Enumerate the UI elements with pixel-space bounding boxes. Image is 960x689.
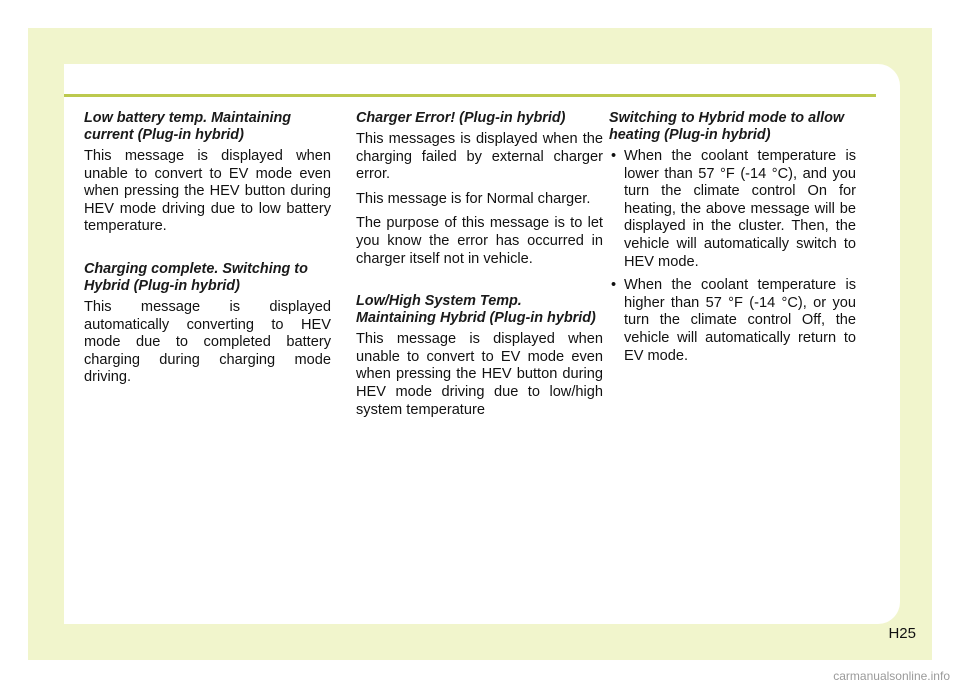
section-paragraph: This message is for Normal charger. (356, 190, 591, 207)
column-2 (356, 110, 603, 426)
section-heading: Switching to Hybrid mode to allow heating (Plug-in hybrid) (609, 110, 845, 143)
section-paragraph: This message is displayed when unable to convert to EV mode even when pressing the HEV button during HEV mode driving due to low/high system temperature (356, 331, 603, 418)
bullet-item: • When the coolant temperature is higher than 57 °F (-14 °C), or you turn the climate control Off, the vehicle will automatically return to EV mode. (609, 277, 856, 365)
watermark-text: carmanualsonline.info (833, 669, 950, 683)
section-gap (356, 275, 603, 293)
section-heading: Charging complete. Switching to Hybrid (Plug-in hybrid) (84, 260, 308, 294)
section-paragraph: This message is displayed when unable to convert to EV mode even when pressing the HEV button during HEV mode driving due to low battery temperature. (84, 148, 331, 235)
column-1 (84, 110, 331, 394)
section-paragraph: This message is displayed automatically converting to HEV mode due to completed battery charging during charging mode driving. (84, 298, 331, 386)
header-rule (64, 94, 876, 97)
page-number: H25 (888, 625, 916, 642)
section-gap (84, 243, 331, 261)
section-paragraph: This messages is displayed when the charging failed by external charger error. (356, 131, 603, 183)
section-heading: Low/High System Temp. Maintaining Hybrid (Plug-in hybrid) (356, 293, 596, 327)
column-3 (609, 110, 856, 371)
bullet-list (609, 148, 856, 365)
section-paragraph: The purpose of this message is to let you know the error has occurred in charger itself not in vehicle. (356, 215, 603, 267)
section-heading: Low battery temp. Maintaining current (Plug-in hybrid) (84, 110, 292, 143)
bullet-item: • When the coolant temperature is lower than 57 °F (-14 °C), and you turn the climate control On for heating, the above message will be displayed in the cluster. Then, the vehicle will automatically switch to HEV mode. (609, 148, 856, 271)
section-heading: Charger Error! (Plug-in hybrid) (356, 110, 566, 126)
